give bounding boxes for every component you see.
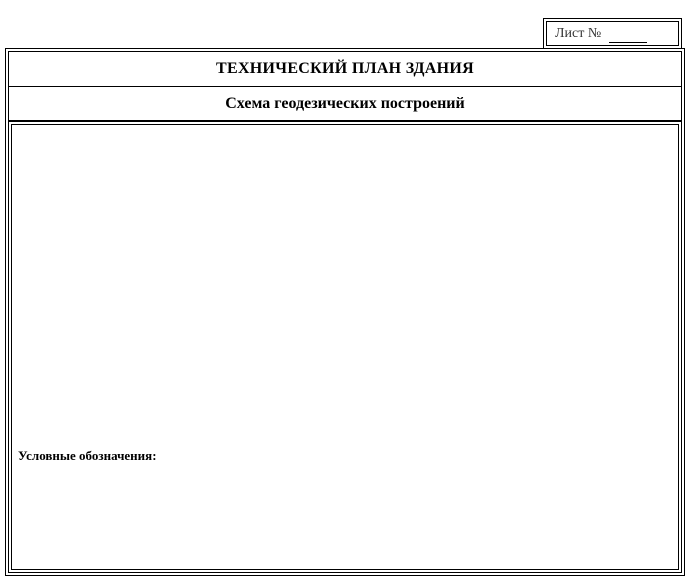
scheme-drawing-frame bbox=[11, 124, 679, 570]
sheet-number-label: Лист № bbox=[555, 26, 602, 41]
form-subtitle-row bbox=[9, 87, 681, 121]
technical-plan-form-inner bbox=[8, 51, 682, 573]
sheet-number-box bbox=[543, 18, 682, 49]
sheet-number-box-inner bbox=[546, 21, 679, 46]
form-subtitle: Схема геодезических построений bbox=[225, 94, 465, 112]
form-title-row bbox=[9, 52, 681, 87]
technical-plan-form bbox=[5, 48, 685, 576]
sheet-number-blank-line bbox=[609, 42, 647, 43]
form-title: ТЕХНИЧЕСКИЙ ПЛАН ЗДАНИЯ bbox=[216, 60, 474, 77]
legend-label: Условные обозначения: bbox=[18, 448, 157, 463]
scheme-content-area bbox=[9, 121, 681, 572]
